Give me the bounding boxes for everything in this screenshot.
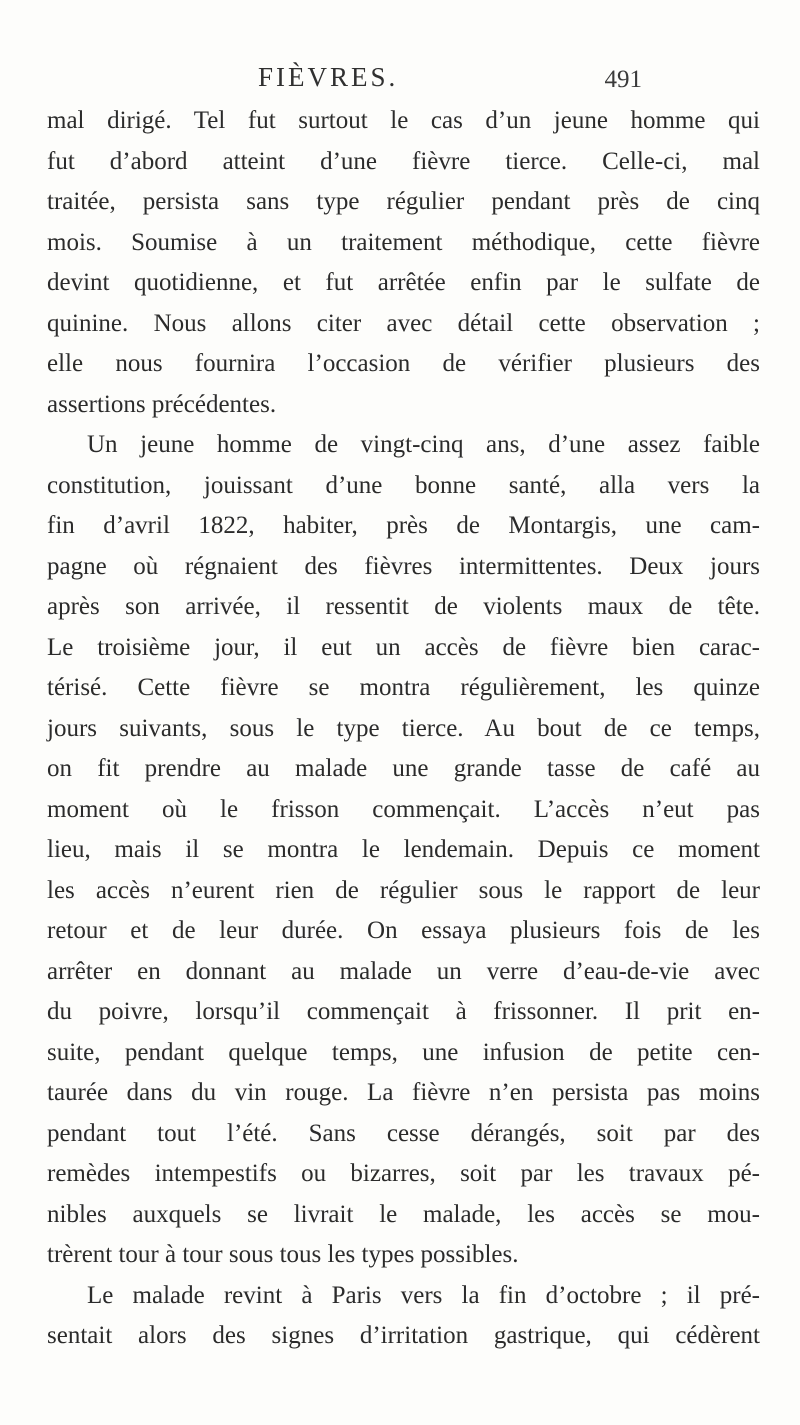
paragraph-start-line: Un jeune homme de vingt-cinq ans, d’une assez faible [87, 431, 760, 458]
paragraph-end-line: assertions précédentes. [47, 390, 277, 418]
text-line: devint quotidienne, et fut arrêtée enfin par le sulfate de [47, 269, 760, 296]
text-line: traitée, persista sans type régulier pendant près de cinq [47, 188, 760, 215]
text-line: sentait alors des signes d’irritation gastrique, qui cédèrent [47, 1322, 760, 1349]
page-number: 491 [604, 66, 642, 93]
text-line: lieu, mais il se montra le lendemain. Depuis ce moment [47, 836, 760, 863]
text-line: Le troisième jour, il eut un accès de fièvre bien carac- [47, 633, 760, 661]
body-text [47, 101, 760, 1357]
text-line: fin d’avril 1822, habiter, près de Montargis, une cam- [47, 512, 760, 539]
text-line: moment où le frisson commençait. L’accès n’eut pas [47, 795, 760, 823]
text-line: pendant tout l’été. Sans cesse dérangés, soit par des [47, 1119, 760, 1147]
running-head [222, 62, 642, 102]
text-line: jours suivants, sous le type tierce. Au bout de ce temps, [47, 714, 760, 742]
text-line: mois. Soumise à un traitement méthodique, cette fièvre [47, 228, 760, 256]
text-line: nibles auxquels se livrait le malade, les accès se mou- [47, 1200, 760, 1228]
text-line: taurée dans du vin rouge. La fièvre n’en persista pas moins [47, 1079, 760, 1106]
text-line: quinine. Nous allons citer avec détail cette observation ; [47, 309, 760, 337]
text-line: arrêter en donnant au malade un verre d’eau-de-vie avec [47, 957, 760, 985]
running-title: FIÈVRES. [258, 62, 399, 92]
paragraph-end-line: trèrent tour à tour sous tous les types possibles. [47, 1241, 519, 1268]
text-line: du poivre, lorsqu’il commençait à frissonner. Il prit en- [47, 998, 760, 1025]
text-line: après son arrivée, il ressentit de violents maux de tête. [47, 593, 760, 620]
text-line: pagne où régnaient des fièvres intermittentes. Deux jours [47, 552, 760, 580]
text-line: térisé. Cette fièvre se montra régulièrement, les quinze [47, 674, 760, 701]
text-line: constitution, jouissant d’une bonne santé, alla vers la [47, 471, 760, 499]
text-line: retour et de leur durée. On essaya plusieurs fois de les [47, 917, 760, 944]
paragraph-start-line: Le malade revint à Paris vers la fin d’octobre ; il pré- [87, 1281, 760, 1309]
text-line: mal dirigé. Tel fut surtout le cas d’un jeune homme qui [47, 107, 760, 134]
text-line: fut d’abord atteint d’une fièvre tierce. Celle-ci, mal [47, 147, 760, 175]
text-line: suite, pendant quelque temps, une infusion de petite cen- [47, 1038, 760, 1066]
text-line: remèdes intempestifs ou bizarres, soit par les travaux pé- [47, 1160, 760, 1187]
text-line: elle nous fournira l’occasion de vérifier plusieurs des [47, 350, 760, 377]
text-line: les accès n’eurent rien de régulier sous le rapport de leur [47, 876, 760, 904]
text-line: on fit prendre au malade une grande tasse de café au [47, 755, 760, 782]
